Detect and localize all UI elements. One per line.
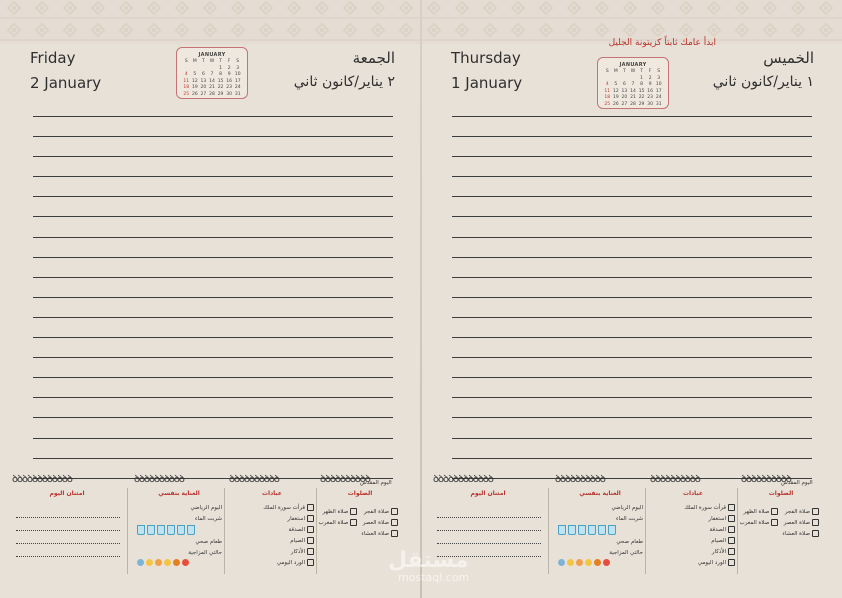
mood-face-icon[interactable] [558, 559, 565, 566]
worship-item[interactable] [230, 525, 314, 536]
health-item [557, 548, 643, 559]
calendar-day: 25 [604, 101, 611, 107]
calendar-day: 11 [183, 78, 190, 84]
prayer-label: صلاة العصر [783, 520, 810, 526]
prayer-label: صلاة العشاء [361, 531, 389, 537]
calendar-day: 4 [184, 72, 188, 78]
calendar-day: 27 [200, 91, 207, 97]
writing-line [452, 237, 812, 238]
worship-label: قرأت سورة الملك [263, 505, 305, 511]
calendar-day [629, 76, 638, 81]
calendar-weekday: S [605, 69, 609, 74]
calendar-day: 13 [621, 88, 628, 94]
water-cup-icon[interactable] [608, 525, 616, 535]
calendar-day: 30 [226, 91, 232, 97]
calendar-day: 5 [614, 82, 618, 88]
calendar-day: 27 [621, 101, 628, 107]
section-divider [645, 488, 646, 574]
worship-checkbox[interactable] [728, 526, 735, 533]
prayers-section [318, 490, 398, 540]
writing-line [452, 216, 812, 217]
writing-line [33, 337, 393, 338]
water-cup-icon[interactable] [598, 525, 606, 535]
water-cup-icon[interactable] [157, 525, 165, 535]
calendar-day: 10 [655, 82, 662, 88]
calendar-day: 1 [219, 65, 222, 71]
prayer-label: صلاة الفجر [784, 509, 810, 515]
prayer-checkbox[interactable] [391, 530, 398, 537]
calendar-day: 7 [210, 72, 214, 78]
calendar-weekday: T [640, 69, 643, 74]
mood-tracker [557, 559, 643, 568]
mood-face-icon[interactable] [603, 559, 610, 566]
writing-line [33, 257, 393, 258]
calendar-day: 23 [226, 85, 232, 91]
worship-checkbox[interactable] [728, 537, 735, 544]
water-cup-icon[interactable] [137, 525, 145, 535]
mood-face-icon[interactable] [594, 559, 601, 566]
writing-line [452, 156, 812, 157]
calendar-day: 17 [234, 78, 241, 84]
calendar-day: 21 [630, 95, 636, 101]
calendar-day [182, 66, 191, 71]
calendar-day: 14 [209, 78, 215, 84]
writing-line [452, 357, 812, 358]
calendar-day: 15 [638, 88, 645, 94]
gratitude-line[interactable] [437, 543, 541, 545]
spiral-binding: ꝺꝺꝺꝺꝺꝺꝺꝺꝺꝺ [229, 474, 279, 485]
mood-face-icon[interactable] [137, 559, 144, 566]
date-english: 1 January [451, 74, 523, 92]
worship-checkbox[interactable] [307, 559, 314, 566]
water-cup-icon[interactable] [578, 525, 586, 535]
calendar-day: 29 [638, 101, 645, 107]
writing-line [33, 377, 393, 378]
today-label-text: اليوم المقدس [781, 480, 813, 486]
quote-arabic: ابدأ عامك ثابتاً كزيتونة الجليل [608, 38, 716, 48]
writing-line [452, 458, 812, 459]
calendar-weekday: M [613, 69, 618, 74]
prayer-checkbox[interactable] [771, 508, 778, 515]
water-cup-icon[interactable] [558, 525, 566, 535]
writing-line [452, 196, 812, 197]
calendar-day: 29 [217, 91, 224, 97]
gratitude-title: امتنان اليوم [470, 490, 506, 497]
worship-checkbox[interactable] [307, 504, 314, 511]
calendar-day: 28 [209, 91, 215, 97]
health-title: العناية بنفسي [579, 490, 621, 497]
worship-item[interactable] [230, 514, 314, 525]
calendar-day: 14 [630, 88, 636, 94]
water-cup-icon[interactable] [177, 525, 185, 535]
worship-item[interactable] [651, 558, 735, 569]
writing-line [452, 176, 812, 177]
writing-line [33, 417, 393, 418]
writing-line [33, 237, 393, 238]
calendar-day [208, 66, 217, 71]
day-name-english: Thursday [451, 49, 521, 67]
calendar-day: 25 [183, 91, 190, 97]
water-tracker [136, 525, 222, 537]
mood-face-icon[interactable] [146, 559, 153, 566]
calendar-day: 10 [234, 72, 241, 78]
calendar-day [603, 76, 612, 81]
calendar-day: 16 [647, 88, 653, 94]
day-name-arabic: الجمعة [352, 49, 395, 67]
calendar-day: 31 [234, 91, 241, 97]
prayer-label: صلاة الظهر [743, 509, 770, 515]
worship-item[interactable] [651, 536, 735, 547]
worship-label: الأذكار [290, 549, 305, 555]
today-label [781, 478, 813, 489]
health-item [557, 537, 643, 548]
worship-label: استغفار [708, 516, 726, 522]
worship-checkbox[interactable] [307, 548, 314, 555]
watermark-logo: مستقل [388, 548, 469, 573]
health-item [136, 514, 222, 525]
section-divider [224, 488, 225, 574]
calendar-day: 4 [605, 82, 609, 88]
calendar-day: 9 [648, 82, 652, 88]
prayer-checkbox[interactable] [350, 519, 357, 526]
calendar-day: 22 [638, 95, 645, 101]
health-label: طعام صحي [616, 539, 643, 545]
writing-line [33, 458, 393, 459]
calendar-day: 8 [640, 82, 643, 88]
prayers-section [739, 490, 819, 540]
prayer-item[interactable] [782, 529, 819, 540]
calendar-day: 12 [612, 88, 619, 94]
water-cup-icon[interactable] [147, 525, 155, 535]
calendar-day: 21 [209, 85, 215, 91]
writing-lines [33, 116, 393, 498]
worship-checkbox[interactable] [307, 526, 314, 533]
prayer-checkbox[interactable] [812, 508, 819, 515]
calendar-day: 2 [227, 65, 231, 71]
calendar-day: 3 [236, 65, 240, 71]
worship-item[interactable] [230, 503, 314, 514]
prayer-checkbox[interactable] [771, 519, 778, 526]
health-label: اليوم الرياضي [190, 505, 222, 511]
prayers-title: الصلوات [768, 490, 794, 497]
worship-title: عبادات [683, 490, 703, 497]
calendar-day: 18 [183, 85, 190, 91]
prayer-item[interactable] [740, 518, 779, 529]
writing-line [33, 196, 393, 197]
calendar-weekday: S [236, 59, 240, 64]
gratitude-line[interactable] [437, 530, 541, 532]
day-name-english: Friday [30, 49, 76, 67]
mood-face-icon[interactable] [182, 559, 189, 566]
health-section [136, 490, 222, 568]
health-item [136, 548, 222, 559]
writing-line [452, 377, 812, 378]
health-item [557, 503, 643, 514]
water-cup-icon[interactable] [167, 525, 175, 535]
worship-item[interactable] [230, 536, 314, 547]
calendar-day: 5 [193, 72, 197, 78]
spiral-binding: ꝺꝺꝺꝺꝺꝺꝺꝺꝺꝺꝺꝺ [12, 474, 72, 485]
calendar-day: 9 [227, 72, 231, 78]
prayer-item[interactable] [782, 518, 819, 529]
prayer-item[interactable] [319, 507, 358, 518]
writing-line [33, 176, 393, 177]
spiral-binding: ꝺꝺꝺꝺꝺꝺꝺꝺꝺꝺ [650, 474, 700, 485]
prayers-title: الصلوات [347, 490, 373, 497]
spiral-binding: ꝺꝺꝺꝺꝺꝺꝺꝺꝺꝺ [741, 474, 791, 485]
writing-line [452, 317, 812, 318]
calendar-day: 19 [612, 95, 619, 101]
calendar-weekday: F [227, 59, 231, 64]
gratitude-line[interactable] [16, 543, 120, 545]
calendar-grid [182, 59, 242, 97]
gratitude-title: امتنان اليوم [49, 490, 85, 497]
calendar-day: 20 [621, 95, 628, 101]
prayer-checkbox[interactable] [350, 508, 357, 515]
prayer-label: صلاة العشاء [782, 531, 810, 537]
writing-line [452, 417, 812, 418]
worship-item[interactable] [230, 547, 314, 558]
worship-checkbox[interactable] [307, 515, 314, 522]
calendar-day: 22 [217, 85, 224, 91]
worship-label: قرأت سورة الملك [684, 505, 726, 511]
calendar-grid [603, 69, 663, 107]
calendar-day: 28 [630, 101, 636, 107]
writing-line [33, 216, 393, 217]
health-item [557, 514, 643, 525]
worship-section [230, 490, 314, 569]
calendar-day: 19 [191, 85, 198, 91]
worship-item[interactable] [651, 503, 735, 514]
prayer-label: صلاة الظهر [322, 509, 349, 515]
calendar-day: 18 [604, 95, 611, 101]
day-name-arabic: الخميس [763, 49, 814, 67]
worship-checkbox[interactable] [307, 537, 314, 544]
date-english: 2 January [30, 74, 102, 92]
mood-face-icon[interactable] [155, 559, 162, 566]
worship-title: عبادات [262, 490, 282, 497]
calendar-day: 24 [234, 85, 241, 91]
calendar-day: 6 [622, 82, 626, 88]
calendar-day: 8 [219, 72, 222, 78]
spiral-binding: ꝺꝺꝺꝺꝺꝺꝺꝺꝺꝺ [555, 474, 605, 485]
writing-line [33, 277, 393, 278]
prayers-grid [739, 507, 819, 540]
worship-section [651, 490, 735, 569]
writing-line [33, 438, 393, 439]
worship-checkbox[interactable] [728, 515, 735, 522]
worship-label: الورد اليومي [697, 560, 726, 566]
mood-face-icon[interactable] [585, 559, 592, 566]
section-divider [316, 488, 317, 574]
prayers-grid [318, 507, 398, 540]
prayer-item[interactable] [361, 518, 398, 529]
today-label [360, 478, 392, 489]
calendar-day: 26 [612, 101, 619, 107]
mood-face-icon[interactable] [576, 559, 583, 566]
section-divider [127, 488, 128, 574]
worship-label: استغفار [287, 516, 305, 522]
calendar-day [612, 76, 621, 81]
mini-calendar [176, 47, 248, 99]
calendar-day: 31 [655, 101, 662, 107]
health-label: حالتي المزاجية [609, 550, 643, 556]
prayer-item[interactable] [740, 507, 779, 518]
calendar-day: 6 [201, 72, 205, 78]
calendar-weekday: T [202, 59, 205, 64]
date-arabic: ٢ يناير/كانون ثاني [293, 74, 395, 90]
calendar-weekday: S [657, 69, 661, 74]
prayer-item[interactable] [361, 529, 398, 540]
calendar-weekday: T [623, 69, 626, 74]
calendar-weekday: W [209, 59, 215, 64]
writing-line [452, 297, 812, 298]
worship-item[interactable] [651, 525, 735, 536]
gratitude-line[interactable] [437, 517, 541, 519]
prayer-checkbox[interactable] [391, 519, 398, 526]
spiral-binding: ꝺꝺꝺꝺꝺꝺꝺꝺꝺꝺ [320, 474, 370, 485]
health-label: شربت الماء [616, 516, 643, 522]
gratitude-line[interactable] [16, 556, 120, 558]
calendar-weekday: M [192, 59, 197, 64]
prayer-label: صلاة العصر [362, 520, 389, 526]
writing-line [452, 397, 812, 398]
health-label: حالتي المزاجية [188, 550, 222, 556]
mood-face-icon[interactable] [164, 559, 171, 566]
calendar-day: 26 [191, 91, 198, 97]
calendar-day: 15 [217, 78, 224, 84]
health-section [557, 490, 643, 568]
worship-label: الصدقة [288, 527, 305, 533]
prayer-label: صلاة المغرب [739, 520, 770, 526]
prayer-item[interactable] [361, 507, 398, 518]
calendar-day: 2 [648, 75, 652, 81]
calendar-day: 16 [226, 78, 232, 84]
health-label: شربت الماء [195, 516, 222, 522]
calendar-weekday: F [648, 69, 652, 74]
mood-face-icon[interactable] [567, 559, 574, 566]
worship-checkbox[interactable] [728, 559, 735, 566]
writing-lines [452, 116, 812, 498]
worship-label: الصدقة [709, 527, 726, 533]
writing-line [33, 297, 393, 298]
calendar-weekday: S [184, 59, 188, 64]
health-item [136, 537, 222, 548]
writing-line [452, 257, 812, 258]
mood-face-icon[interactable] [173, 559, 180, 566]
calendar-day [191, 66, 200, 71]
calendar-day: 20 [200, 85, 207, 91]
calendar-day: 30 [647, 101, 653, 107]
calendar-day: 17 [655, 88, 662, 94]
water-tracker [557, 525, 643, 537]
writing-line [452, 438, 812, 439]
mood-tracker [136, 559, 222, 568]
water-cup-icon[interactable] [187, 525, 195, 535]
worship-label: الأذكار [711, 549, 726, 555]
calendar-day: 24 [655, 95, 662, 101]
prayer-item[interactable] [782, 507, 819, 518]
calendar-day: 3 [657, 75, 661, 81]
section-divider [737, 488, 738, 574]
writing-line [33, 136, 393, 137]
mini-calendar [597, 57, 669, 109]
worship-checkbox[interactable] [728, 548, 735, 555]
prayer-label: صلاة الفجر [363, 509, 389, 515]
prayer-checkbox[interactable] [391, 508, 398, 515]
writing-line [452, 116, 812, 117]
prayer-checkbox[interactable] [812, 530, 819, 537]
calendar-month: JANUARY [198, 52, 226, 58]
calendar-day [199, 66, 208, 71]
calendar-day [620, 76, 629, 81]
calendar-day: 7 [631, 82, 635, 88]
section-divider [548, 488, 549, 574]
gratitude-section [435, 490, 541, 507]
writing-line [33, 357, 393, 358]
gratitude-section [14, 490, 120, 507]
worship-item[interactable] [230, 558, 314, 569]
writing-line [33, 116, 393, 117]
gratitude-line[interactable] [16, 530, 120, 532]
writing-line [452, 337, 812, 338]
worship-label: الورد اليومي [276, 560, 305, 566]
health-label: طعام صحي [195, 539, 222, 545]
worship-checkbox[interactable] [728, 504, 735, 511]
worship-label: الصيام [711, 538, 726, 544]
writing-line [33, 397, 393, 398]
watermark-url: mostaql.com [398, 571, 470, 584]
calendar-day: 13 [200, 78, 207, 84]
writing-line [33, 317, 393, 318]
health-title: العناية بنفسي [158, 490, 200, 497]
worship-item[interactable] [651, 547, 735, 558]
calendar-weekday: T [219, 59, 222, 64]
calendar-day: 1 [640, 75, 643, 81]
writing-line [33, 156, 393, 157]
spiral-binding: ꝺꝺꝺꝺꝺꝺꝺꝺꝺꝺꝺꝺ [433, 474, 493, 485]
prayer-checkbox[interactable] [812, 519, 819, 526]
calendar-month: JANUARY [619, 62, 647, 68]
worship-item[interactable] [651, 514, 735, 525]
worship-label: الصيام [290, 538, 305, 544]
today-label-text: اليوم المقدس [360, 480, 392, 486]
calendar-day: 11 [604, 88, 611, 94]
gratitude-line[interactable] [16, 517, 120, 519]
calendar-day: 23 [647, 95, 653, 101]
calendar-weekday: W [630, 69, 636, 74]
prayer-label: صلاة المغرب [318, 520, 349, 526]
writing-line [452, 136, 812, 137]
spiral-binding: ꝺꝺꝺꝺꝺꝺꝺꝺꝺꝺ [134, 474, 184, 485]
writing-line [452, 277, 812, 278]
date-arabic: ١ يناير/كانون ثاني [712, 74, 814, 90]
health-item [136, 503, 222, 514]
water-cup-icon[interactable] [588, 525, 596, 535]
calendar-day: 12 [191, 78, 198, 84]
water-cup-icon[interactable] [568, 525, 576, 535]
health-label: اليوم الرياضي [611, 505, 643, 511]
prayer-item[interactable] [319, 518, 358, 529]
